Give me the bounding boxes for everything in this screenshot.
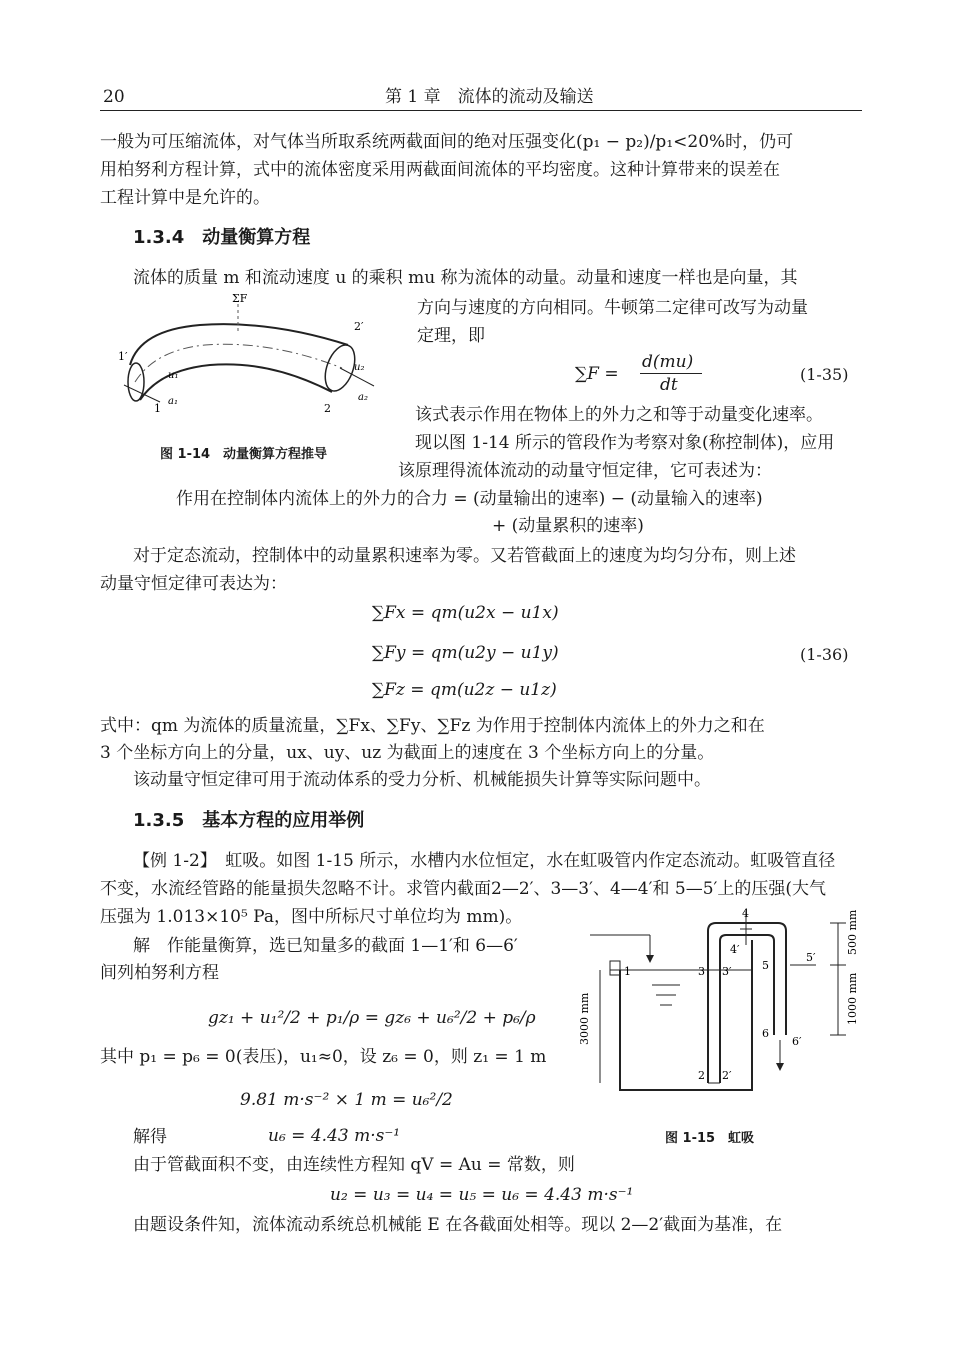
text-line: 工程计算中是允许的。 bbox=[100, 188, 270, 208]
outlet-arrowhead bbox=[776, 1063, 784, 1071]
header-rule bbox=[100, 110, 862, 111]
label-2: 2 bbox=[324, 402, 331, 415]
label-1p: 1′ bbox=[118, 350, 128, 363]
text-line: 压强为 1.013×10⁵ Pa，图中所标尺寸单位均为 mm)。 bbox=[100, 907, 523, 927]
label-3: 3 bbox=[698, 965, 705, 978]
label-1: 1 bbox=[624, 965, 631, 978]
inlet-arrowhead bbox=[646, 955, 654, 963]
eq-136-number: (1-36) bbox=[800, 645, 849, 664]
section-heading: 1.3.5 基本方程的应用举例 bbox=[133, 810, 365, 831]
label-1: 1 bbox=[154, 402, 161, 415]
text-line: 现以图 1-14 所示的管段作为考察对象(称控制体)，应用 bbox=[415, 433, 835, 453]
text-line: 定理，即 bbox=[417, 326, 485, 346]
section-1 bbox=[128, 363, 144, 401]
text-line: 一般为可压缩流体，对气体当所取系统两截面间的绝对压强变化(p₁ − p₂)/p₁<20%时，仍可 bbox=[100, 132, 794, 152]
page-number: 20 bbox=[103, 87, 125, 107]
eq-136-z: ∑Fz = qm(u2z − u1z) bbox=[372, 680, 557, 700]
text-line: 【例 1-2】 虹吸。如图 1-15 所示，水槽内水位恒定，水在虹吸管内作定态流动。虹吸管直径 bbox=[133, 851, 836, 871]
label-u1: u₁ bbox=[168, 370, 179, 381]
eq-135-den: dt bbox=[660, 375, 678, 395]
text-line: 作用在控制体内流体上的外力的合力 = (动量输出的速率) − (动量输入的速率) bbox=[176, 489, 763, 509]
figure-caption: 图 1-15 虹吸 bbox=[665, 1131, 755, 1146]
eq-135-number: (1-35) bbox=[800, 365, 849, 384]
label-u2: u₂ bbox=[354, 362, 365, 373]
text-line: 解 作能量衡算，选已知量多的截面 1—1′和 6—6′ bbox=[133, 936, 518, 956]
label-6: 6 bbox=[762, 1027, 769, 1040]
text-line: 该式表示作用在物体上的外力之和等于动量变化速率。 bbox=[415, 405, 823, 425]
text-line: 其中 p₁ = p₆ = 0(表压)，u₁≈0，设 z₆ = 0，则 z₁ = 1 m bbox=[100, 1047, 547, 1067]
result-value: u₆ = 4.43 m·s⁻¹ bbox=[268, 1126, 401, 1146]
eq-136-y: ∑Fy = qm(u2y − u1y) bbox=[372, 643, 559, 663]
label-5: 5 bbox=[762, 959, 769, 972]
figure-caption: 图 1-14 动量衡算方程推导 bbox=[160, 447, 328, 462]
text-line: 式中：qm 为流体的质量流量，∑Fx、∑Fy、∑Fz 为作用于控制体内流体上的外力之和在 bbox=[100, 716, 765, 736]
text-line: 该原理得流体流动的动量守恒定律，它可表述为： bbox=[398, 461, 772, 481]
text-line: 由题设条件知，流体流动系统总机械能 E 在各截面处相等。现以 2—2′截面为基准，在 bbox=[133, 1215, 783, 1235]
text-line: 动量守恒定律可表达为： bbox=[100, 574, 287, 594]
text-line: 用柏努利方程计算，式中的流体密度采用两截面间流体的平均密度。这种计算带来的误差在 bbox=[100, 160, 780, 180]
text-line: 该动量守恒定律可用于流动体系的受力分析、机械能损失计算等实际问题中。 bbox=[133, 770, 711, 790]
label-500: 500 mm bbox=[846, 909, 859, 955]
label-2: 2 bbox=[698, 1069, 705, 1082]
label-a1: a₁ bbox=[168, 396, 178, 407]
label-1000: 1000 mm bbox=[846, 972, 859, 1025]
label-2p: 2′ bbox=[722, 1069, 732, 1082]
text-line: 由于管截面积不变，由连续性方程知 qV = Au = 常数，则 bbox=[133, 1155, 575, 1175]
eq-135-num: d(mu) bbox=[642, 352, 694, 372]
text-line: 流体的质量 m 和流动速度 u 的乘积 mu 称为流体的动量。动量和速度一样也是向量，其 bbox=[133, 268, 798, 288]
text-line: 对于定态流动，控制体中的动量累积速率为零。又若管截面上的速度为均匀分布，则上述 bbox=[133, 546, 796, 566]
text-line: 间列柏努利方程 bbox=[100, 963, 219, 983]
section-heading: 1.3.4 动量衡算方程 bbox=[133, 227, 311, 248]
label-2p: 2′ bbox=[354, 320, 364, 333]
chapter-title: 第 1 章 流体的流动及输送 bbox=[385, 87, 594, 107]
siphon-tube-inner bbox=[720, 935, 774, 1083]
eq-136-x: ∑Fx = qm(u2x − u1x) bbox=[372, 603, 559, 623]
text-line: + (动量累积的速率) bbox=[492, 516, 644, 536]
text-line: 3 个坐标方向上的分量，ux、uy、uz 为截面上的速度在 3 个坐标方向上的分量。 bbox=[100, 743, 715, 763]
label-sumF: ΣF bbox=[232, 292, 248, 305]
calc-equation: 9.81 m·s⁻² × 1 m = u₆²/2 bbox=[240, 1090, 453, 1110]
text-line: 方向与速度的方向相同。牛顿第二定律可改写为动量 bbox=[417, 298, 808, 318]
figure-1-15 bbox=[580, 905, 865, 1105]
tank-wall bbox=[620, 940, 752, 1090]
bernoulli-equation: gz₁ + u₁²/2 + p₁/ρ = gz₆ + u₆²/2 + p₆/ρ bbox=[208, 1008, 536, 1028]
label-4p: 4′ bbox=[730, 943, 740, 956]
result-label: 解得 bbox=[133, 1127, 167, 1147]
fraction-bar bbox=[640, 373, 702, 374]
label-5p: 5′ bbox=[806, 951, 816, 964]
label-3000: 3000 mm bbox=[578, 992, 591, 1045]
overflow-box bbox=[610, 961, 620, 975]
eq-135-lhs: ∑F = bbox=[575, 364, 619, 384]
label-3p: 3′ bbox=[722, 965, 732, 978]
equal-velocity: u₂ = u₃ = u₄ = u₅ = u₆ = 4.43 m·s⁻¹ bbox=[330, 1185, 634, 1205]
label-6p: 6′ bbox=[792, 1035, 802, 1048]
label-a2: a₂ bbox=[358, 392, 368, 403]
label-4: 4 bbox=[742, 907, 749, 920]
text-line: 不变，水流经管路的能量损失忽略不计。求管内截面2—2′、3—3′、4—4′和 5—5′上的压强(大气 bbox=[100, 879, 827, 899]
figure-1-14 bbox=[110, 290, 370, 420]
